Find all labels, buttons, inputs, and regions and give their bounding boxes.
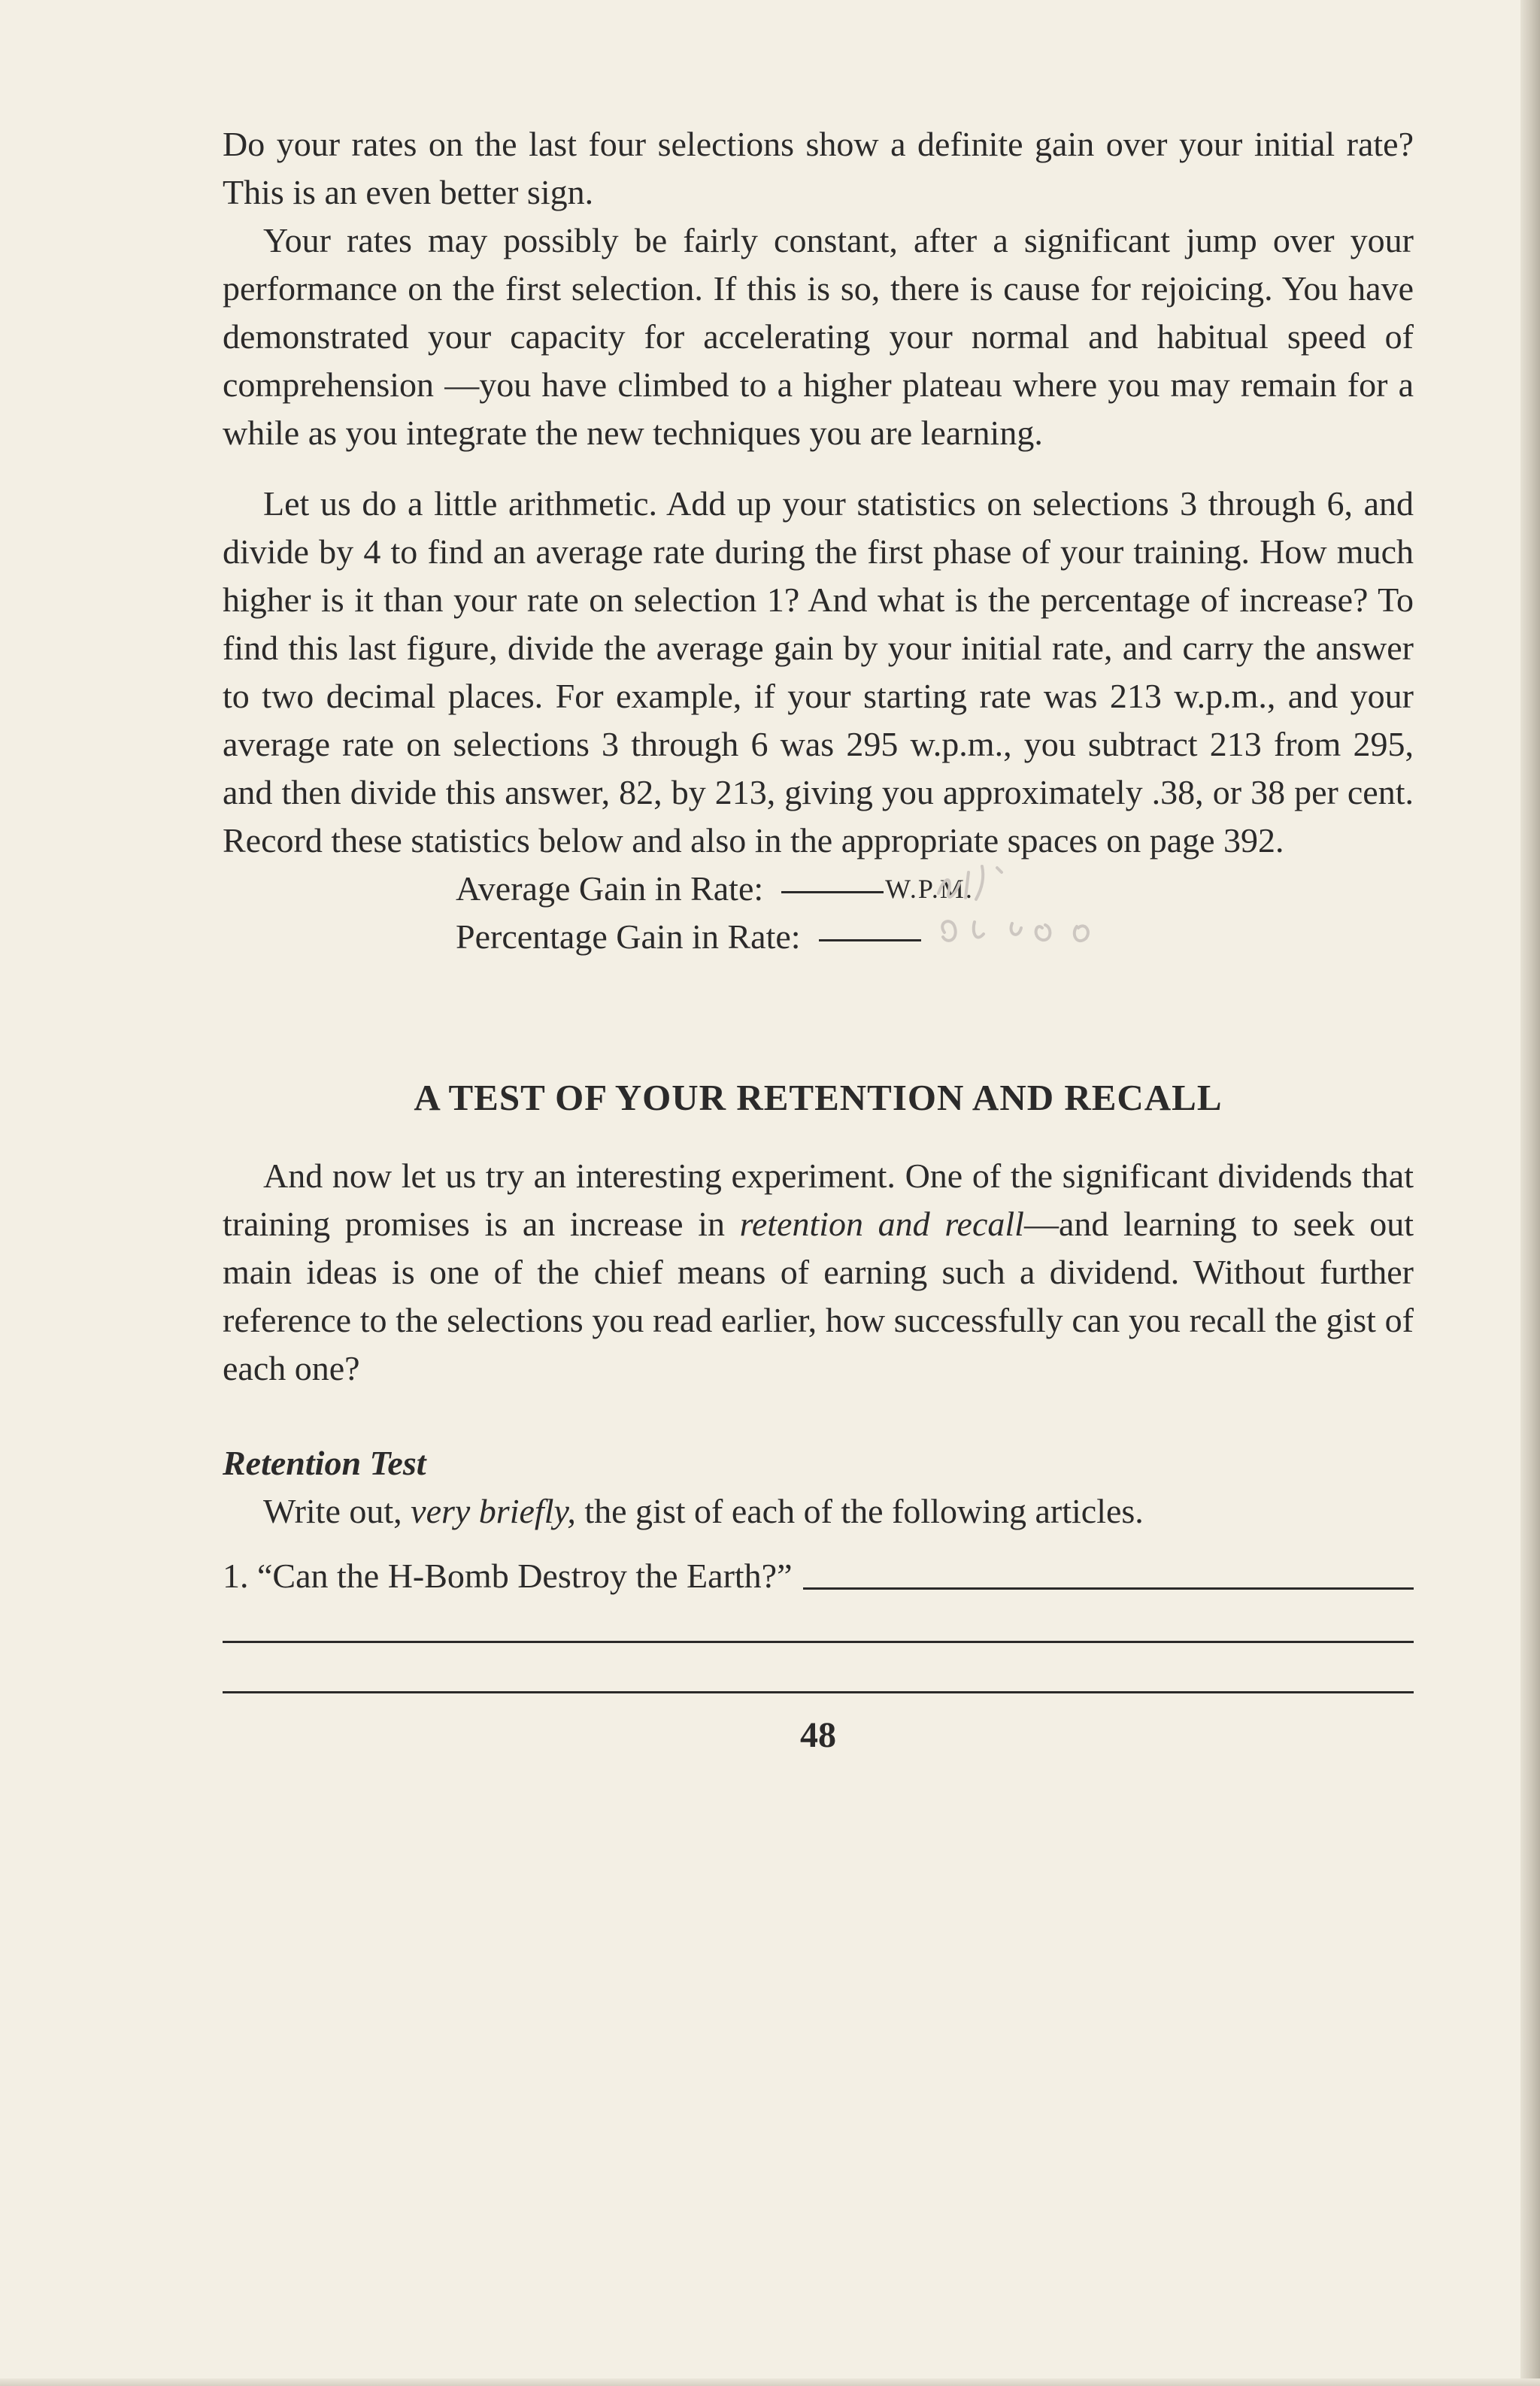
average-gain-unit: W.P.M.	[885, 874, 974, 904]
answer-line[interactable]	[223, 1691, 1414, 1693]
paragraph-rates-gain: Do your rates on the last four selections show a definite gain over your initial rate? This is an even better sign.	[223, 125, 1414, 211]
page-bottom-edge	[0, 2378, 1540, 2386]
answer-line[interactable]	[223, 1641, 1414, 1643]
question-text: 1. “Can the H-Bomb Destroy the Earth?”	[223, 1557, 793, 1595]
answer-blank-inline[interactable]	[803, 1587, 1414, 1590]
instruction-text-start: Write out,	[263, 1492, 411, 1530]
page-number: 48	[800, 1715, 836, 1755]
faint-pencil-marks	[929, 850, 1102, 963]
average-gain-blank[interactable]	[781, 891, 884, 893]
instruction-emphasis: very briefly,	[411, 1492, 576, 1530]
paragraph-experiment	[223, 1152, 1414, 1393]
page-edge	[1520, 0, 1540, 2386]
page-content	[223, 120, 1414, 1760]
percentage-gain-blank[interactable]	[819, 939, 921, 941]
retention-instruction	[223, 1487, 1414, 1536]
experiment-text-end: —and learning to seek out main ideas is one of the chief means of earning such a dividend. Without further reference to the selections you read earlier, how successfully can you recall the gist of each one?	[223, 1205, 1414, 1387]
stats-block	[456, 865, 1414, 961]
paragraph-rates-constant: Your rates may possibly be fairly constant, after a significant jump over your performance on the first selection. If this is so, there is cause for rejoicing. You have demonstrated your capacity for accelerating your normal and habitual speed of comprehension —you have climbed to a higher plateau where you may remain for a while as you integrate the new techniques you are learning.	[223, 221, 1414, 452]
instruction-text-end: the gist of each of the following articles.	[575, 1492, 1144, 1530]
experiment-emphasis: retention and recall	[739, 1205, 1024, 1243]
section-heading: A TEST OF YOUR RETENTION AND RECALL	[414, 1077, 1223, 1118]
percentage-gain-label: Percentage Gain in Rate:	[456, 917, 801, 956]
paragraph-arithmetic: Let us do a little arithmetic. Add up your statistics on selections 3 through 6, and divide by 4 to find an average rate during the first phase of your training. How much higher is it than your rate on selection 1? And what is the percentage of increase? To find this last figure, divide the average gain by your initial rate, and carry the answer to two decimal places. For example, if your starting rate was 213 w.p.m., and your average rate on selections 3 through 6 was 295 w.p.m., you subtract 213 from 295, and then divide this answer, 82, by 213, giving you approximately .38, or 38 per cent. Record these statistics below and also in the appropriate spaces on page 392.	[223, 484, 1414, 860]
question-item-1	[223, 1552, 1414, 1600]
average-gain-label: Average Gain in Rate:	[456, 869, 764, 908]
retention-test-heading: Retention Test	[223, 1444, 426, 1482]
experiment-text-start: And now let us try an interesting experiment. One of the significant dividends that training promises is an increase in	[223, 1157, 1414, 1243]
